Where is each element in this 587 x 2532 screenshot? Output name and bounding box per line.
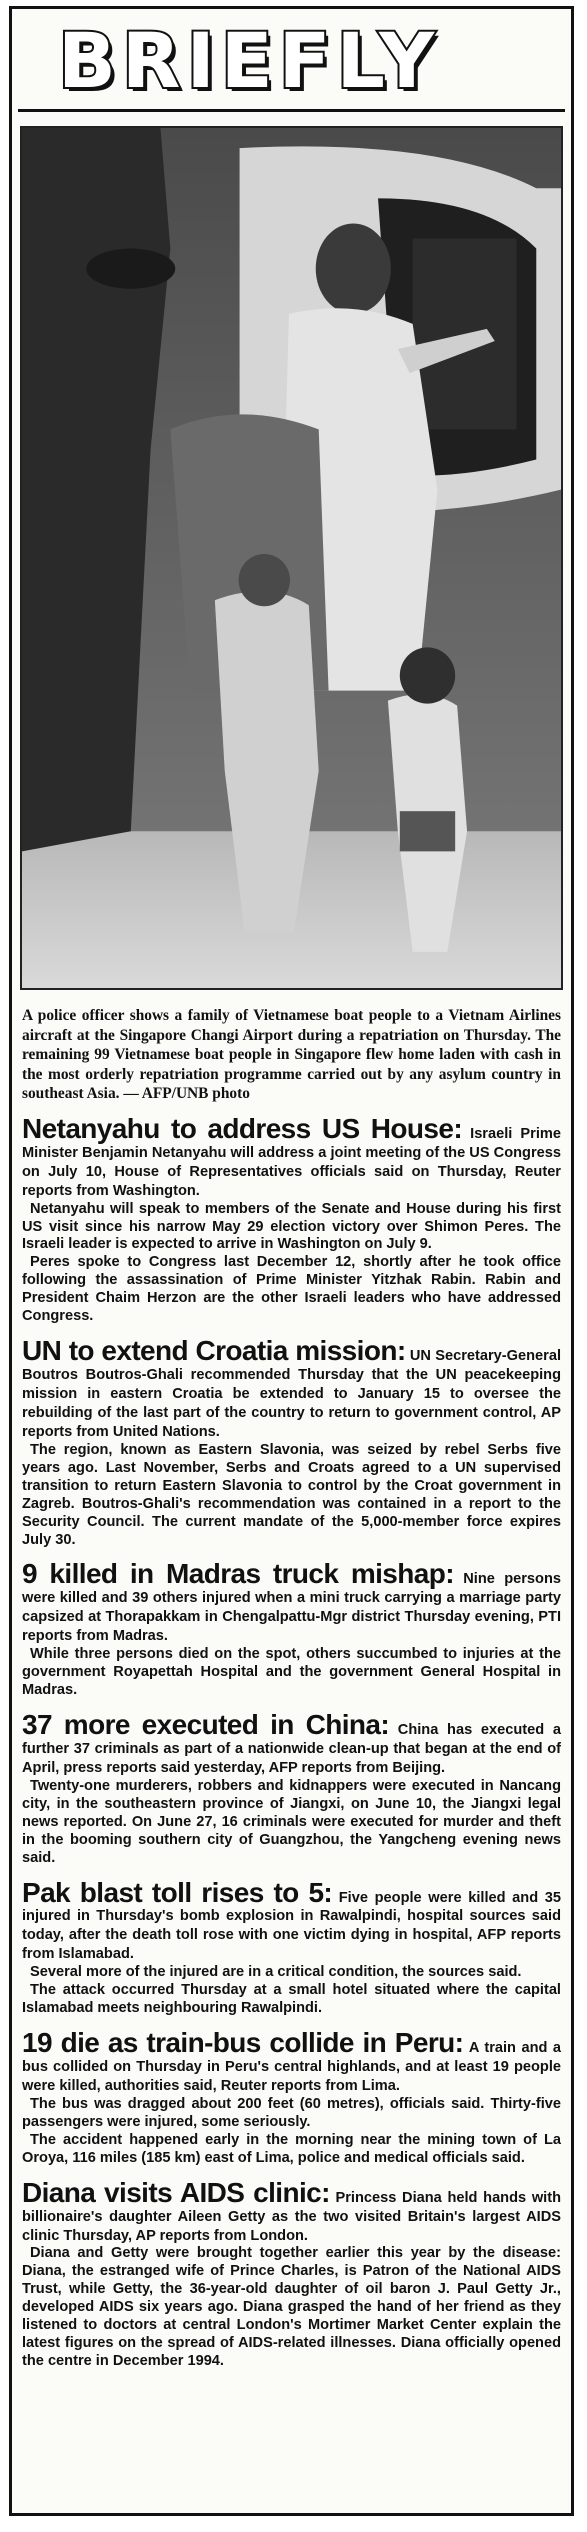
caption-text: A police officer shows a family of Vietnamese boat people to a Vietnam Airlines aircraft at the Singapore Changi Airport during a repatriation on Thursday. The remaining 99 Vietnamese boat people in Singapore flew home laden with cash in the most orderly repatriation programme carried out by any asylum country in southeast Asia. (22, 1007, 561, 1103)
brief-lead: A train and a bus collided on Thursday in Peru's central highlands, and at least 19 people were killed, authorities said, Reuter reports from Lima. (22, 2040, 562, 2094)
officer-cap (86, 249, 175, 289)
news-brief (22, 1878, 561, 2019)
brief-lead: UN Secretary-General Boutros Boutros-Ghali recommended Thursday that the UN peacekeeping mission in eastern Croatia be extended to January 15 to oversee the rebuilding of the last part of the country to return to government control, AP reports from United Nations. (22, 1348, 561, 1440)
brief-headline: Pak blast toll rises to 5: (22, 1876, 333, 1908)
brief-paragraph: Twenty-one murderers, robbers and kidnappers were executed in Nancang city, in the southeastern province of Jiangxi, on June 10, the Jiangxi legal news reported. On June 27, 16 criminals were executed for murder and theft in the booming southern city of Guangzhou, the Yangcheng evening news said. (22, 1777, 561, 1866)
brief-paragraph: The region, known as Eastern Slavonia, was seized by rebel Serbs five years ago. Last November, Serbs and Croats agreed to a UN supervised transition to return Eastern Slavonia to control by the Croat government in Zagreb. Boutros-Ghali's recommendation was contained in a report to the Security Council. The current mandate of the 5,000-member force expires July 30. (22, 1441, 561, 1548)
photo-caption (22, 1006, 561, 1104)
news-brief (22, 2028, 561, 2168)
briefly-column (9, 6, 574, 2516)
brief-paragraph: Diana and Getty were brought together earlier this year by the disease: Diana, the estranged wife of Prince Charles, is Patron of the National AIDS Trust, while Getty, the 36-year-old daughter of oil baron J. Paul Getty Jr., developed AIDS six years ago. Diana grasped the hand of her friend as they listened to doctors at central London's Mortimer Market Center explain the latest figures on the spread of AIDS-related illnesses. Diana officially opened the centre in December 1994. (22, 2245, 561, 2370)
brief-paragraph: Netanyahu will speak to members of the Senate and House during his first US visit since his narrow May 29 election victory over Shimon Peres. The Israeli leader is expected to arrive in Washington on July 9. (22, 1200, 561, 1253)
brief-paragraph: Several more of the injured are in a critical condition, the sources said. (30, 1964, 522, 1981)
brief-lead: China has executed a further 37 criminals as part of a nationwide clean-up that began at the end of April, press reports said yesterday, AFP reports from Beijing. (22, 1722, 561, 1776)
masthead (18, 13, 565, 112)
news-brief (22, 1114, 561, 1326)
brief-lead: Israeli Prime Minister Benjamin Netanyahu will address a joint meeting of the US Congress on July 10, House of Representatives officials said on Thursday, Reuter reports from Washington. (22, 1125, 561, 1199)
brief-headline: 9 killed in Madras truck mishap: (22, 1558, 454, 1590)
brief-headline: 19 die as train-bus collide in Peru: (22, 2027, 464, 2059)
news-brief (22, 1559, 561, 1700)
news-brief (22, 1336, 561, 1549)
boy-head (400, 647, 455, 703)
boy-shorts (400, 811, 455, 851)
brief-lead: Five people were killed and 35 injured in Thursday's bomb explosion in Rawalpindi, hospital sources said today, after the death toll rose with one victim dying in hospital, AFP reports from Islamabad. (22, 1889, 562, 1963)
news-brief (22, 2178, 561, 2371)
photo-credit: — AFP/UNB photo (123, 1085, 250, 1103)
photo-image (22, 128, 561, 988)
brief-headline: Netanyahu to address US House: (22, 1112, 463, 1144)
brief-lead: Nine persons were killed and 39 others injured when a mini truck carrying a marriage party capsized at Thorapakkam in Chengalpattu-Mgr district Thursday evening, PTI reports from Madras. (22, 1571, 561, 1645)
news-photo (20, 126, 563, 990)
brief-lead: Princess Diana held hands with billionaire's daughter Aileen Getty as the two visited Britain's largest AIDS clinic Thursday, AP reports from London. (22, 2189, 561, 2244)
news-brief (22, 1710, 561, 1868)
girl-head (239, 554, 290, 606)
brief-headline: UN to extend Croatia mission: (22, 1335, 406, 1367)
brief-paragraph: Peres spoke to Congress last December 12, shortly after he took office following the assassination of Prime Minister Yitzhak Rabin. Rabin and President Chaim Herzon are the other Israeli leaders who have addressed Congress. (22, 1254, 561, 1325)
section-title: BRIEFLY (58, 16, 441, 105)
woman-head (316, 223, 391, 313)
brief-paragraph: The accident happened early in the morning near the mining town of La Oroya, 116 miles (185 km) east of Lima, police and medical officials said. (22, 2131, 561, 2166)
brief-headline: Diana visits AIDS clinic: (22, 2176, 330, 2208)
brief-paragraph: While three persons died on the spot, others succumbed to injuries at the government Royapettah Hospital and the government General Hospital in Madras. (22, 1646, 561, 1699)
brief-paragraph: The attack occurred Thursday at a small hotel situated where the capital Islamabad meets neighbouring Rawalpindi. (22, 1982, 561, 2017)
brief-paragraph: The bus was dragged about 200 feet (60 metres), officials said. Thirty-five passengers were injured, some seriously. (22, 2095, 561, 2130)
brief-headline: 37 more executed in China: (22, 1709, 390, 1740)
